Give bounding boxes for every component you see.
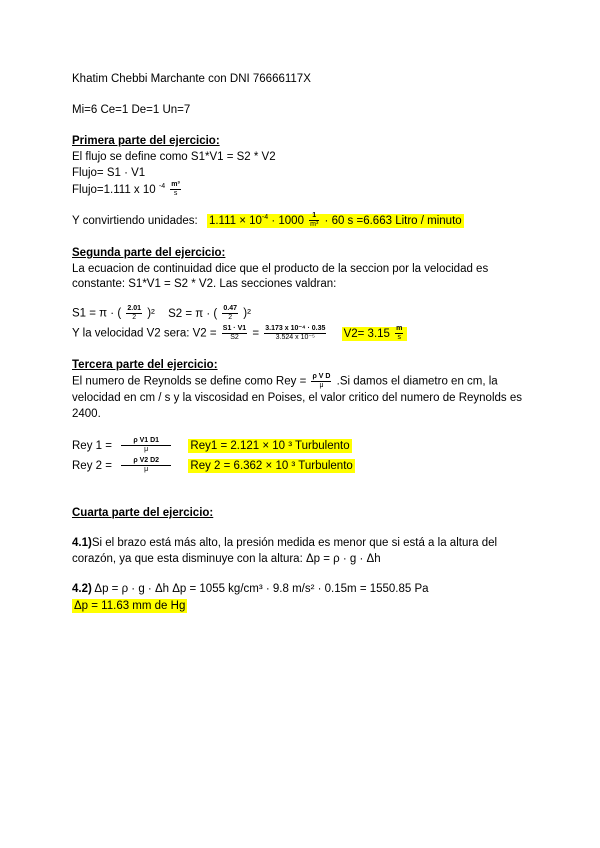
- flujo-unit: [170, 181, 181, 198]
- v2-frac1-den: S2: [230, 334, 239, 341]
- flujo-unit-num: m³: [171, 181, 180, 189]
- author-line: Khatim Chebbi Marchante con DNI 76666117X: [72, 73, 311, 85]
- s1-a: S1 = π · (: [72, 307, 122, 320]
- s2-num: 0.47: [223, 305, 238, 312]
- s2-frac: [222, 305, 238, 322]
- reynolds-def-den: μ: [319, 382, 324, 389]
- rey2-den: μ: [144, 466, 149, 473]
- v2-a: Y la velocidad V2 sera: V2 =: [72, 327, 217, 340]
- part3-title: Tercera parte del ejercicio:: [72, 359, 218, 371]
- conversion-line: [72, 211, 464, 229]
- v2-frac1: [222, 325, 247, 342]
- s2-den: 2: [228, 314, 233, 321]
- part1-title: Primera parte del ejercicio:: [72, 135, 220, 147]
- conv-frac-den: m³: [310, 221, 319, 229]
- q41-line2: corazón, ya que esta disminuye con la altura: Δp = ρ · g · Δh: [72, 553, 381, 565]
- reynolds-def-a: El numero de Reynolds se define como Rey =: [72, 375, 307, 388]
- v2-unit-den: s: [397, 334, 401, 341]
- velocity-line: [72, 325, 407, 342]
- rey1-line: [72, 437, 352, 454]
- rey1-result: Rey1 = 2.121 × 10 ³ Turbulento: [190, 439, 350, 452]
- part2-line2: constante: S1*V1 = S2 * V2. Las secciones valdran:: [72, 278, 337, 290]
- conversion-label: Y convirtiendo unidades:: [72, 214, 198, 227]
- v2-frac2: [264, 325, 326, 342]
- sections-line: [72, 305, 251, 322]
- q42-text1: Δp = ρ · g · Δh Δp = 1055 kg/cm³ · 9.8 m/s² · 0.15m = 1550.85 Pa: [91, 583, 429, 595]
- part3-line1: [72, 373, 498, 390]
- rey1-frac: [121, 437, 171, 454]
- rey2-frac: [121, 457, 171, 474]
- q42-result: Δp = 11.63 mm de Hg: [74, 600, 186, 612]
- conv-frac: [309, 212, 319, 229]
- rey2-result: Rey 2 = 6.362 × 10 ³ Turbulento: [190, 459, 353, 472]
- part1-line2: Flujo= S1 · V1: [72, 167, 146, 179]
- rey2-line: [72, 457, 355, 474]
- rey1-den: μ: [144, 446, 149, 453]
- q42-result-line: [72, 599, 187, 613]
- part3-line2: velocidad en cm / s y la viscosidad en Poises, el valor critico del numero de Reynolds es: [72, 392, 522, 404]
- rey2-num: ρ V2 D2: [121, 457, 171, 466]
- part2-line1: La ecuacion de continuidad dice que el producto de la seccion por la velocidad es: [72, 263, 489, 275]
- s1-num: 2.01: [127, 305, 141, 312]
- conv-frac-num: 1: [309, 212, 319, 221]
- flujo-exponent: -4: [158, 183, 166, 190]
- s1-den: 2: [132, 314, 137, 321]
- rey1-num: ρ V1 D1: [121, 437, 171, 446]
- s1-frac: [126, 305, 142, 322]
- part1-line3: [72, 180, 183, 198]
- conv-exp: -4: [261, 214, 269, 221]
- s2-b: )²: [243, 307, 251, 320]
- conversion-result: [207, 214, 464, 228]
- q41-line1: [72, 536, 497, 550]
- values-line: Mi=6 Ce=1 De=1 Un=7: [72, 104, 191, 116]
- part3-line3: 2400.: [72, 408, 101, 420]
- v2-result: V2= 3.15: [343, 327, 390, 340]
- v2-frac2-num: 3.173 x 10⁻⁴ · 0.35: [265, 325, 326, 332]
- rey1-label: Rey 1 =: [72, 439, 112, 452]
- reynolds-def-frac: [311, 373, 331, 390]
- flujo-prefix: Flujo=1.111 x 10: [72, 183, 156, 196]
- reynolds-def-b: .Si damos el diametro en cm, la: [336, 375, 498, 388]
- q42-line1: [72, 582, 429, 596]
- v2-eq: =: [252, 327, 260, 340]
- rey2-label: Rey 2 =: [72, 459, 112, 472]
- q41-text1: Si el brazo está más alto, la presión medida es menor que si está a la altura del: [91, 537, 498, 549]
- v2-frac1-num: S1 · V1: [222, 325, 247, 332]
- v2-unit: [395, 325, 403, 342]
- reynolds-def-num: ρ V D: [312, 373, 331, 380]
- flujo-unit-den: s: [173, 190, 178, 198]
- part1-line1: El flujo se define como S1*V1 = S2 * V2: [72, 151, 276, 163]
- part2-title: Segunda parte del ejercicio:: [72, 247, 226, 259]
- v2-unit-num: m: [396, 325, 403, 332]
- conv-b: · 1000: [271, 214, 304, 227]
- s2-a: S2 = π · (: [168, 307, 218, 320]
- q42-label: 4.2): [72, 583, 92, 595]
- part4-title: Cuarta parte del ejercicio:: [72, 507, 214, 519]
- v2-frac2-den: 3.524 x 10⁻⁵: [275, 334, 315, 341]
- q41-label: 4.1): [72, 537, 92, 549]
- conv-c: · 60 s =6.663 Litro / minuto: [324, 214, 462, 227]
- s1-b: )²: [147, 307, 155, 320]
- conv-a: 1.111 × 10: [208, 214, 262, 227]
- v2-result-box: [342, 327, 408, 341]
